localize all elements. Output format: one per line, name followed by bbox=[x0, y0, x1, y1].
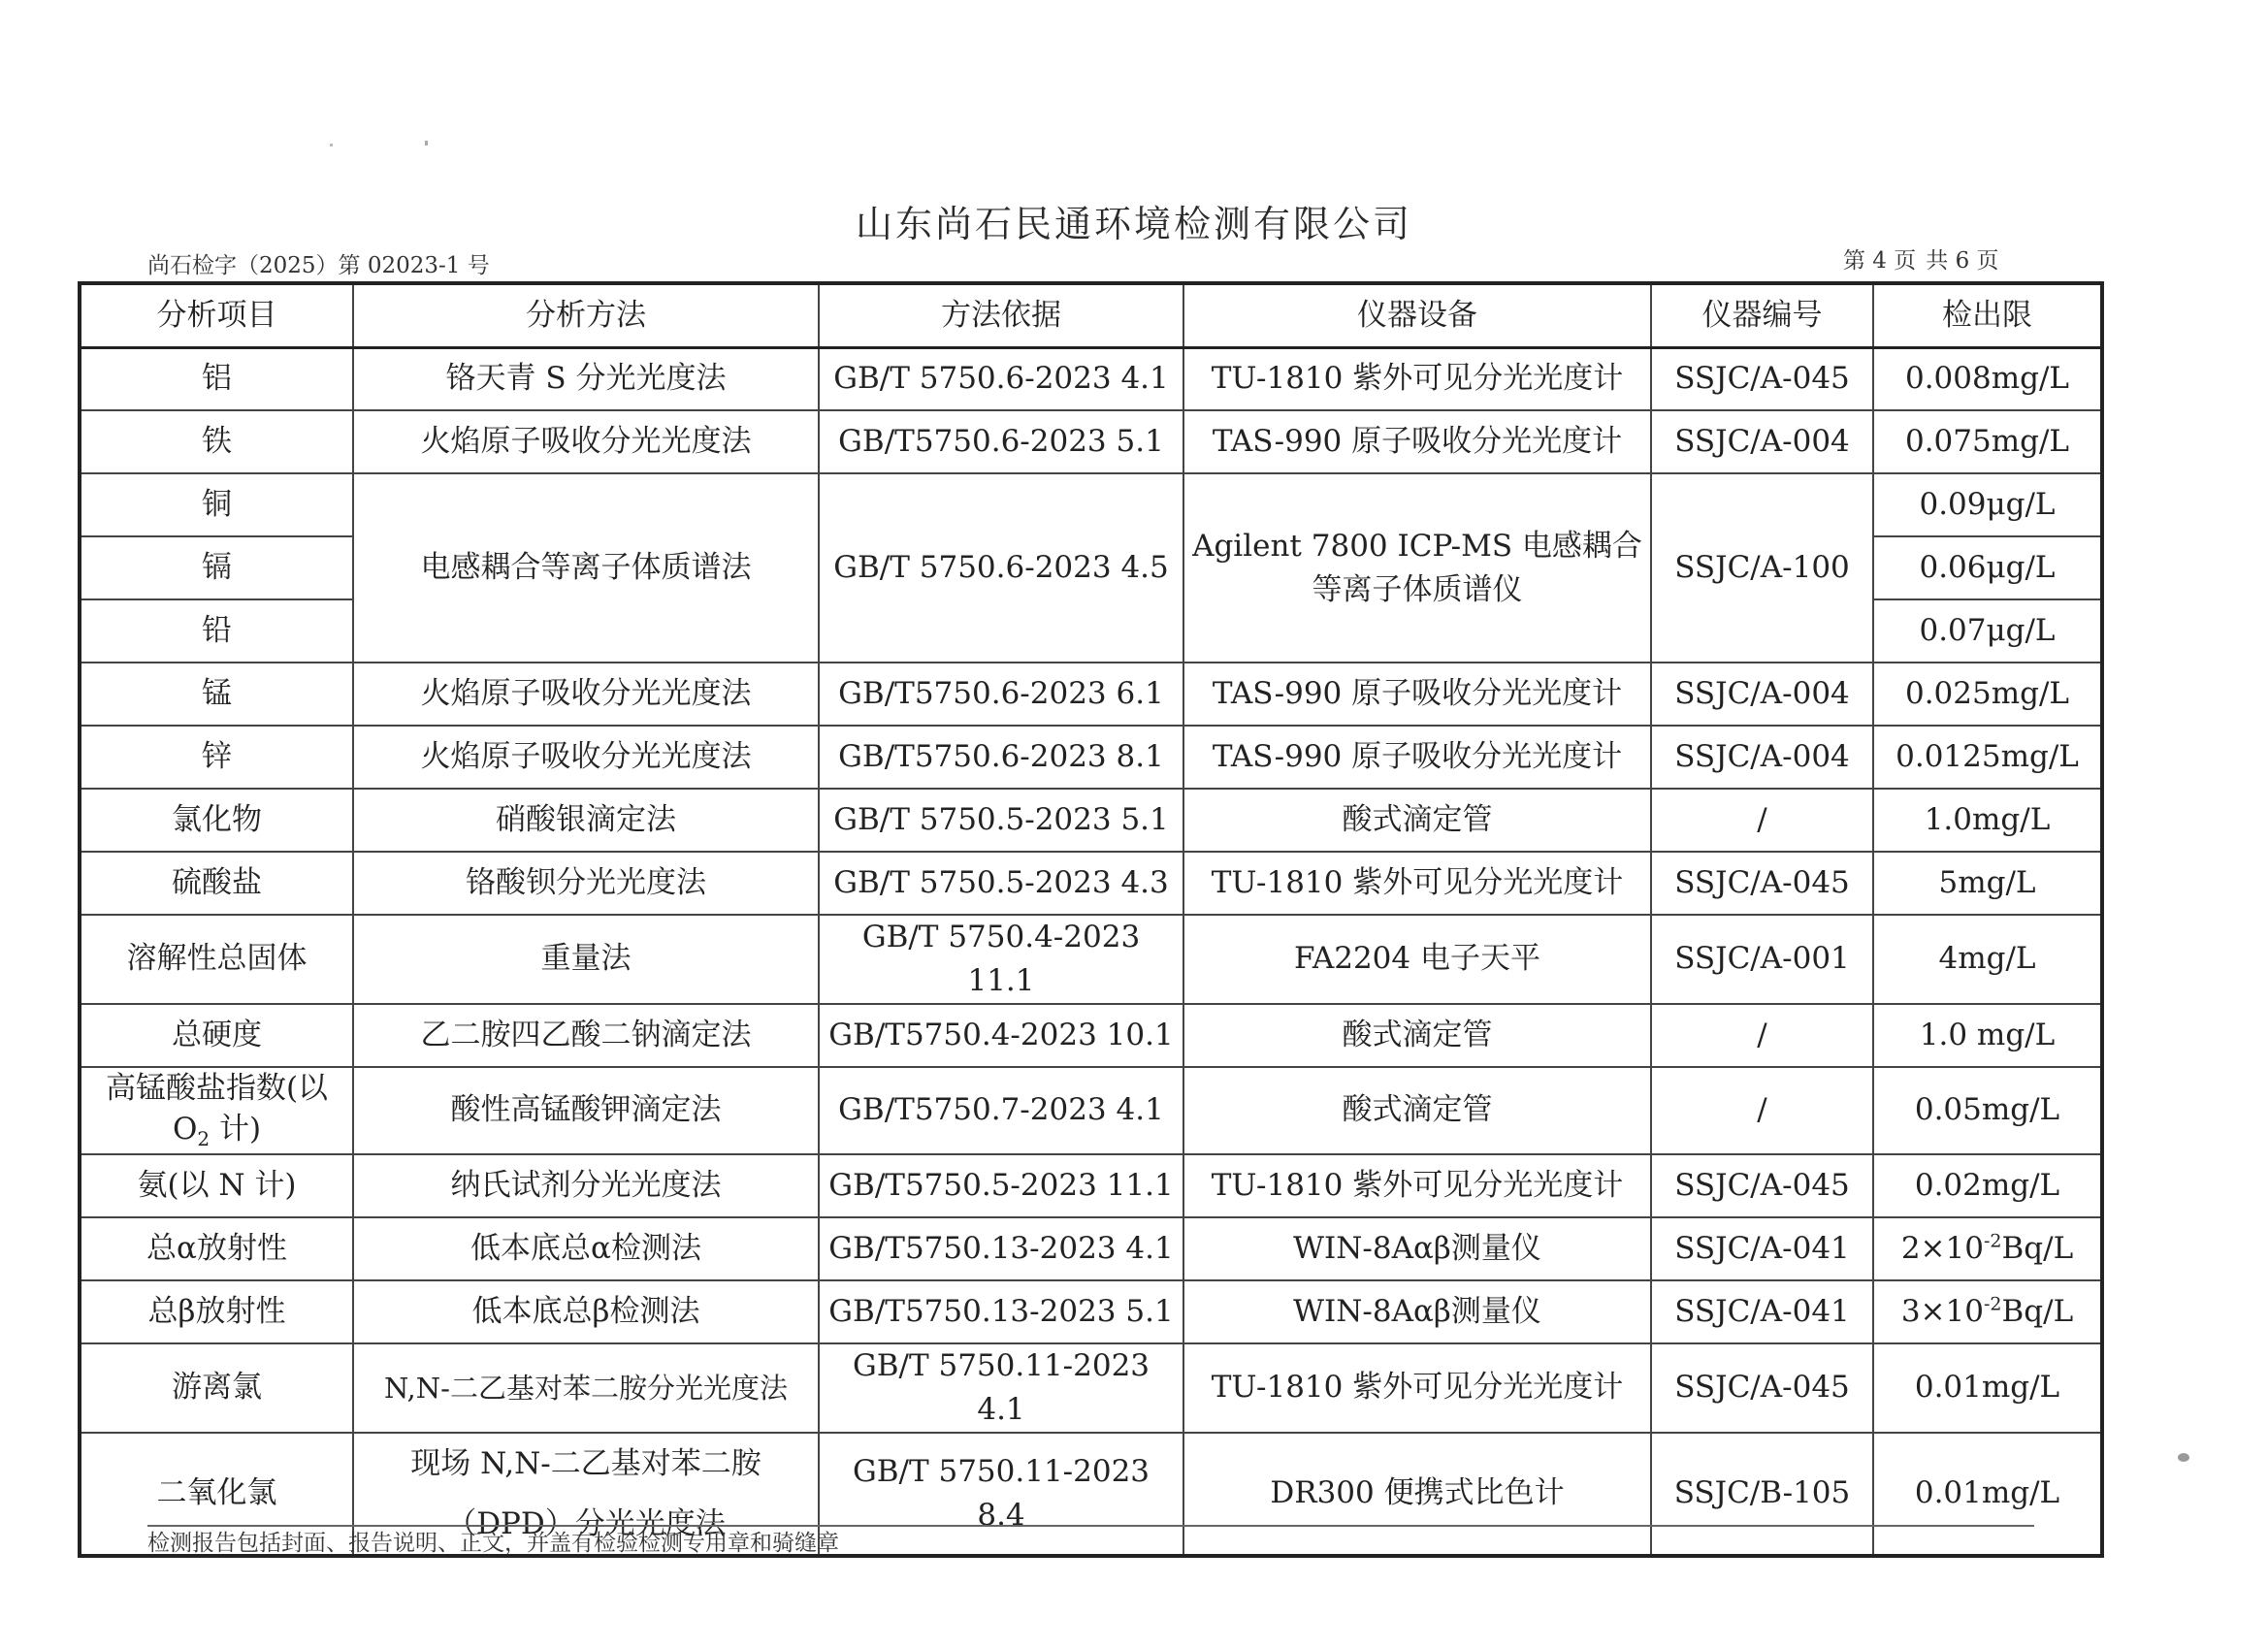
instrument-number: SSJC/A-100 bbox=[1651, 473, 1873, 663]
item-text: 计) bbox=[210, 1111, 262, 1147]
limit-base: 3×10 bbox=[1900, 1293, 1984, 1329]
table-row bbox=[80, 1004, 2102, 1067]
method-basis: GB/T 5750.6-2023 4.5 bbox=[819, 473, 1183, 663]
instrument-number: SSJC/B-105 bbox=[1651, 1433, 1873, 1556]
equipment: FA2204 电子天平 bbox=[1183, 915, 1651, 1004]
analysis-item: 镉 bbox=[80, 536, 353, 599]
method-line: （DPD）分光光度法 bbox=[446, 1505, 726, 1541]
instrument-number: SSJC/A-001 bbox=[1651, 915, 1873, 1004]
detection-limit: 5mg/L bbox=[1873, 852, 2102, 915]
method-basis: GB/T 5750.5-2023 4.3 bbox=[819, 852, 1183, 915]
table-header-row bbox=[80, 283, 2102, 347]
limit-unit: Bq/L bbox=[2001, 1230, 2074, 1266]
detection-limit: 0.01mg/L bbox=[1873, 1433, 2102, 1556]
limit-exponent: -2 bbox=[1983, 1293, 2002, 1315]
page-total: 共 6 页 bbox=[1926, 248, 1999, 274]
page-current: 第 4 页 bbox=[1843, 248, 1917, 274]
equipment: TAS-990 原子吸收分光光度计 bbox=[1183, 663, 1651, 726]
instrument-number: SSJC/A-045 bbox=[1651, 347, 1873, 410]
method-basis: GB/T 5750.11-2023 8.4 bbox=[819, 1433, 1183, 1556]
detection-limit: 0.008mg/L bbox=[1873, 347, 2102, 410]
table-row bbox=[80, 1280, 2102, 1343]
detection-limit: 0.01mg/L bbox=[1873, 1343, 2102, 1433]
column-header: 方法依据 bbox=[819, 283, 1183, 347]
method-basis: GB/T 5750.11-2023 4.1 bbox=[819, 1343, 1183, 1433]
instrument-number: SSJC/A-004 bbox=[1651, 726, 1873, 789]
detection-limit bbox=[1873, 1280, 2102, 1343]
analysis-item: 锌 bbox=[80, 726, 353, 789]
analysis-item: 总β放射性 bbox=[80, 1280, 353, 1343]
instrument-number: / bbox=[1651, 1067, 1873, 1154]
detection-limit: 0.05mg/L bbox=[1873, 1067, 2102, 1154]
analysis-item: 游离氯 bbox=[80, 1343, 353, 1433]
analysis-method: 铬酸钡分光光度法 bbox=[353, 852, 819, 915]
analysis-method: 乙二胺四乙酸二钠滴定法 bbox=[353, 1004, 819, 1067]
method-basis: GB/T5750.13-2023 4.1 bbox=[819, 1217, 1183, 1280]
method-basis: GB/T5750.5-2023 11.1 bbox=[819, 1154, 1183, 1217]
equipment: 酸式滴定管 bbox=[1183, 1067, 1651, 1154]
instrument-number: SSJC/A-004 bbox=[1651, 663, 1873, 726]
method-basis: GB/T5750.7-2023 4.1 bbox=[819, 1067, 1183, 1154]
column-header: 分析方法 bbox=[353, 283, 819, 347]
column-header: 仪器设备 bbox=[1183, 283, 1651, 347]
scan-speck bbox=[425, 141, 428, 146]
analysis-item: 二氧化氯 bbox=[80, 1433, 353, 1556]
analysis-method: 电感耦合等离子体质谱法 bbox=[353, 473, 819, 663]
table-row bbox=[80, 915, 2102, 1004]
method-line: 现场 N,N-二乙基对苯二胺 bbox=[410, 1445, 761, 1481]
instrument-number: SSJC/A-041 bbox=[1651, 1217, 1873, 1280]
detection-limit: 1.0mg/L bbox=[1873, 789, 2102, 852]
table-row bbox=[80, 410, 2102, 473]
detection-limit: 0.07μg/L bbox=[1873, 599, 2102, 663]
column-header: 检出限 bbox=[1873, 283, 2102, 347]
instrument-number: SSJC/A-045 bbox=[1651, 1154, 1873, 1217]
analysis-method: 硝酸银滴定法 bbox=[353, 789, 819, 852]
analysis-methods-table bbox=[78, 281, 2104, 1558]
instrument-number: SSJC/A-041 bbox=[1651, 1280, 1873, 1343]
subscript: 2 bbox=[197, 1126, 211, 1150]
equipment: TAS-990 原子吸收分光光度计 bbox=[1183, 410, 1651, 473]
table-row bbox=[80, 789, 2102, 852]
equipment: TU-1810 紫外可见分光光度计 bbox=[1183, 1154, 1651, 1217]
detection-limit: 0.075mg/L bbox=[1873, 410, 2102, 473]
table-row bbox=[80, 347, 2102, 410]
analysis-item bbox=[80, 1067, 353, 1154]
item-text: 高锰酸盐指数(以 bbox=[105, 1070, 329, 1106]
detection-limit: 0.0125mg/L bbox=[1873, 726, 2102, 789]
detection-limit: 0.02mg/L bbox=[1873, 1154, 2102, 1217]
footer-note: 检测报告包括封面、报告说明、正文，并盖有检验检测专用章和骑缝章 bbox=[147, 1531, 839, 1556]
table-row bbox=[80, 663, 2102, 726]
equipment: TU-1810 紫外可见分光光度计 bbox=[1183, 347, 1651, 410]
document-number: 尚石检字（2025）第 02023-1 号 bbox=[147, 253, 490, 278]
analysis-item: 铜 bbox=[80, 473, 353, 536]
analysis-method: 低本底总α检测法 bbox=[353, 1217, 819, 1280]
table-row bbox=[80, 473, 2102, 536]
equipment: Agilent 7800 ICP-MS 电感耦合等离子体质谱仪 bbox=[1183, 473, 1651, 663]
instrument-number: SSJC/A-004 bbox=[1651, 410, 1873, 473]
equipment: TAS-990 原子吸收分光光度计 bbox=[1183, 726, 1651, 789]
analysis-method: 低本底总β检测法 bbox=[353, 1280, 819, 1343]
item-text: O bbox=[172, 1111, 198, 1147]
analysis-item: 锰 bbox=[80, 663, 353, 726]
column-header: 仪器编号 bbox=[1651, 283, 1873, 347]
detection-limit: 0.06μg/L bbox=[1873, 536, 2102, 599]
analysis-method: 火焰原子吸收分光光度法 bbox=[353, 410, 819, 473]
limit-unit: Bq/L bbox=[2001, 1293, 2074, 1329]
instrument-number: / bbox=[1651, 789, 1873, 852]
analysis-method: 火焰原子吸收分光光度法 bbox=[353, 663, 819, 726]
method-basis: GB/T5750.6-2023 8.1 bbox=[819, 726, 1183, 789]
instrument-number: SSJC/A-045 bbox=[1651, 852, 1873, 915]
analysis-item: 总硬度 bbox=[80, 1004, 353, 1067]
instrument-number: SSJC/A-045 bbox=[1651, 1343, 1873, 1433]
analysis-method: 酸性高锰酸钾滴定法 bbox=[353, 1067, 819, 1154]
equipment: TU-1810 紫外可见分光光度计 bbox=[1183, 852, 1651, 915]
method-basis: GB/T 5750.4-2023 11.1 bbox=[819, 915, 1183, 1004]
detection-limit: 1.0 mg/L bbox=[1873, 1004, 2102, 1067]
equipment: WIN-8Aαβ测量仪 bbox=[1183, 1280, 1651, 1343]
page-info bbox=[1843, 242, 1999, 275]
scan-mark bbox=[2178, 1453, 2189, 1462]
scan-speck bbox=[330, 144, 333, 146]
table-row bbox=[80, 1154, 2102, 1217]
method-basis: GB/T5750.6-2023 6.1 bbox=[819, 663, 1183, 726]
table-row bbox=[80, 1067, 2102, 1154]
method-basis: GB/T5750.13-2023 5.1 bbox=[819, 1280, 1183, 1343]
table-row bbox=[80, 852, 2102, 915]
analysis-method: 铬天青 S 分光光度法 bbox=[353, 347, 819, 410]
analysis-item: 氯化物 bbox=[80, 789, 353, 852]
limit-base: 2×10 bbox=[1900, 1230, 1984, 1266]
table-row bbox=[80, 726, 2102, 789]
detection-limit: 0.025mg/L bbox=[1873, 663, 2102, 726]
table-row bbox=[80, 1217, 2102, 1280]
analysis-item: 硫酸盐 bbox=[80, 852, 353, 915]
table-row bbox=[80, 1343, 2102, 1433]
method-basis: GB/T5750.4-2023 10.1 bbox=[819, 1004, 1183, 1067]
detection-limit bbox=[1873, 1217, 2102, 1280]
limit-exponent: -2 bbox=[1983, 1230, 2002, 1252]
analysis-item: 铁 bbox=[80, 410, 353, 473]
equipment: DR300 便携式比色计 bbox=[1183, 1433, 1651, 1556]
analysis-method: 重量法 bbox=[353, 915, 819, 1004]
analysis-method: 纳氏试剂分光光度法 bbox=[353, 1154, 819, 1217]
analysis-item: 氨(以 N 计) bbox=[80, 1154, 353, 1217]
detection-limit: 4mg/L bbox=[1873, 915, 2102, 1004]
analysis-method: N,N-二乙基对苯二胺分光光度法 bbox=[353, 1343, 819, 1433]
analysis-item: 铝 bbox=[80, 347, 353, 410]
column-header: 分析项目 bbox=[80, 283, 353, 347]
detection-limit: 0.09μg/L bbox=[1873, 473, 2102, 536]
instrument-number: / bbox=[1651, 1004, 1873, 1067]
method-basis: GB/T5750.6-2023 5.1 bbox=[819, 410, 1183, 473]
equipment: 酸式滴定管 bbox=[1183, 789, 1651, 852]
equipment: 酸式滴定管 bbox=[1183, 1004, 1651, 1067]
analysis-item: 总α放射性 bbox=[80, 1217, 353, 1280]
analysis-item: 铅 bbox=[80, 599, 353, 663]
analysis-method: 火焰原子吸收分光光度法 bbox=[353, 726, 819, 789]
equipment: WIN-8Aαβ测量仪 bbox=[1183, 1217, 1651, 1280]
equipment: TU-1810 紫外可见分光光度计 bbox=[1183, 1343, 1651, 1433]
method-basis: GB/T 5750.6-2023 4.1 bbox=[819, 347, 1183, 410]
company-title: 山东尚石民通环境检测有限公司 bbox=[855, 203, 1412, 245]
method-basis: GB/T 5750.5-2023 5.1 bbox=[819, 789, 1183, 852]
analysis-item: 溶解性总固体 bbox=[80, 915, 353, 1004]
